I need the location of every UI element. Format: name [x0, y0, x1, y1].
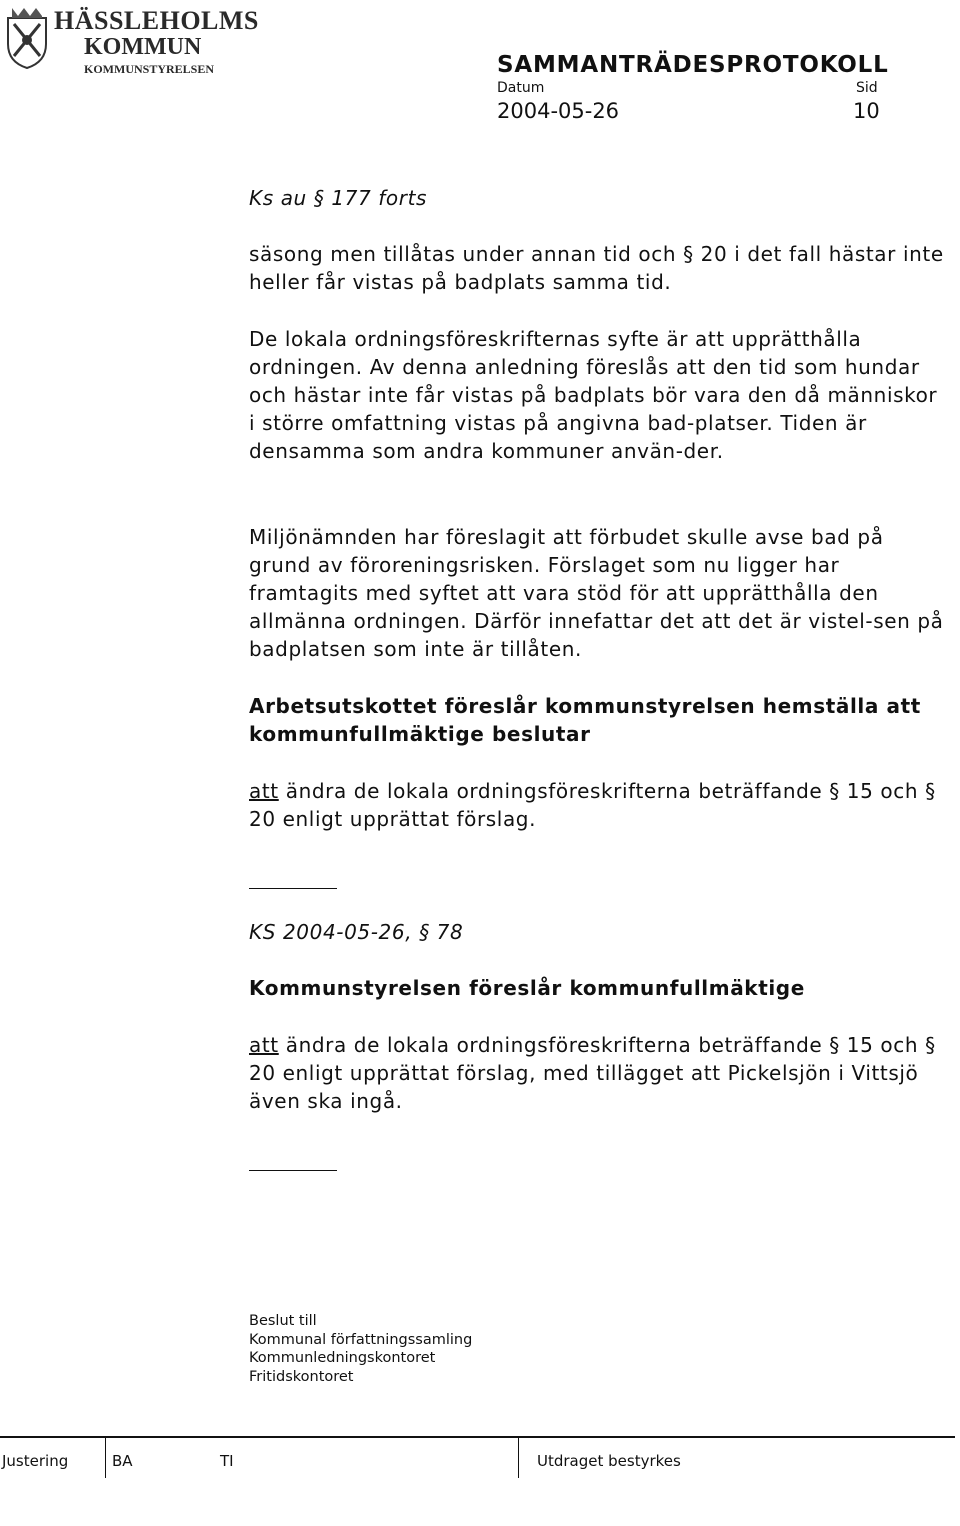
separator-line	[249, 1170, 337, 1171]
page-number: 10	[853, 99, 880, 123]
distribution-item: Fritidskontoret	[249, 1368, 354, 1385]
ks-proposal-heading: Kommunstyrelsen föreslår kommunfullmäktige	[249, 976, 805, 1000]
paragraph-1: säsong men tillåtas under annan tid och § 20 i det fall hästar inte heller får vistas på badplats samma tid.	[249, 242, 944, 294]
att-word: att	[249, 779, 279, 803]
att-word: att	[249, 1033, 279, 1057]
section-reference: Ks au § 177 forts	[249, 186, 428, 210]
distribution-item: Kommunledningskontoret	[249, 1350, 436, 1367]
coat-of-arms-icon	[4, 4, 50, 70]
au-proposal-heading: Arbetsutskottet föreslår kommunstyrelsen hemställa att kommunfullmäktige beslutar	[249, 694, 921, 746]
distribution-item: Kommunal författningssamling	[249, 1331, 473, 1348]
paragraph-3: Miljönämnden har föreslagit att förbudet skulle avse bad på grund av föroreningsrisken. Förslaget som nu ligger har framtagits med syftet att vara stöd för att upprätthålla den allmänna ordningen. Därför innefattar det att det är vistel-sen på badplatsen som inte är tillåten.	[249, 525, 944, 661]
distribution-list	[249, 1312, 472, 1386]
footer-initials-2: TI	[220, 1452, 234, 1470]
page-label: Sid	[856, 80, 878, 96]
footer-divider	[0, 1436, 955, 1438]
footer-divider	[518, 1438, 519, 1478]
ks-decision: att ändra de lokala ordningsföreskrifterna beträffande § 15 och § 20 enligt upprättat förslag, med tillägget att Pickelsjön i Vittsjö även ska ingå.	[249, 1033, 936, 1113]
distribution-heading: Beslut till	[249, 1313, 317, 1329]
footer-divider	[105, 1438, 106, 1478]
ks-reference: KS 2004-05-26, § 78	[249, 920, 464, 944]
date-label: Datum	[497, 80, 545, 96]
municipality-logo	[0, 0, 259, 80]
logo-line-3: KOMMUNSTYRELSEN	[84, 62, 215, 76]
footer-initials-1: BA	[112, 1452, 133, 1470]
logo-line-1: HÄSSLEHOLMS	[54, 6, 259, 35]
footer-justering: Justering	[2, 1452, 69, 1470]
paragraph-2: De lokala ordningsföreskrifternas syfte är att upprätthålla ordningen. Av denna anledning föreslås att den tid som hundar och hästar inte får vistas på badplats bör vara den då människor i större omfattning vistas på angivna bad-platser. Tiden är densamma som andra kommuner använ-der.	[249, 327, 938, 463]
logo-line-2: KOMMUN	[84, 34, 202, 60]
au-decision: att ändra de lokala ordningsföreskrifterna beträffande § 15 och § 20 enligt upprättat förslag.	[249, 779, 936, 831]
separator-line	[249, 888, 337, 889]
protocol-title: SAMMANTRÄDESPROTOKOLL	[497, 52, 889, 78]
footer-utdrag: Utdraget bestyrkes	[537, 1452, 681, 1470]
protocol-date: 2004-05-26	[497, 99, 620, 123]
